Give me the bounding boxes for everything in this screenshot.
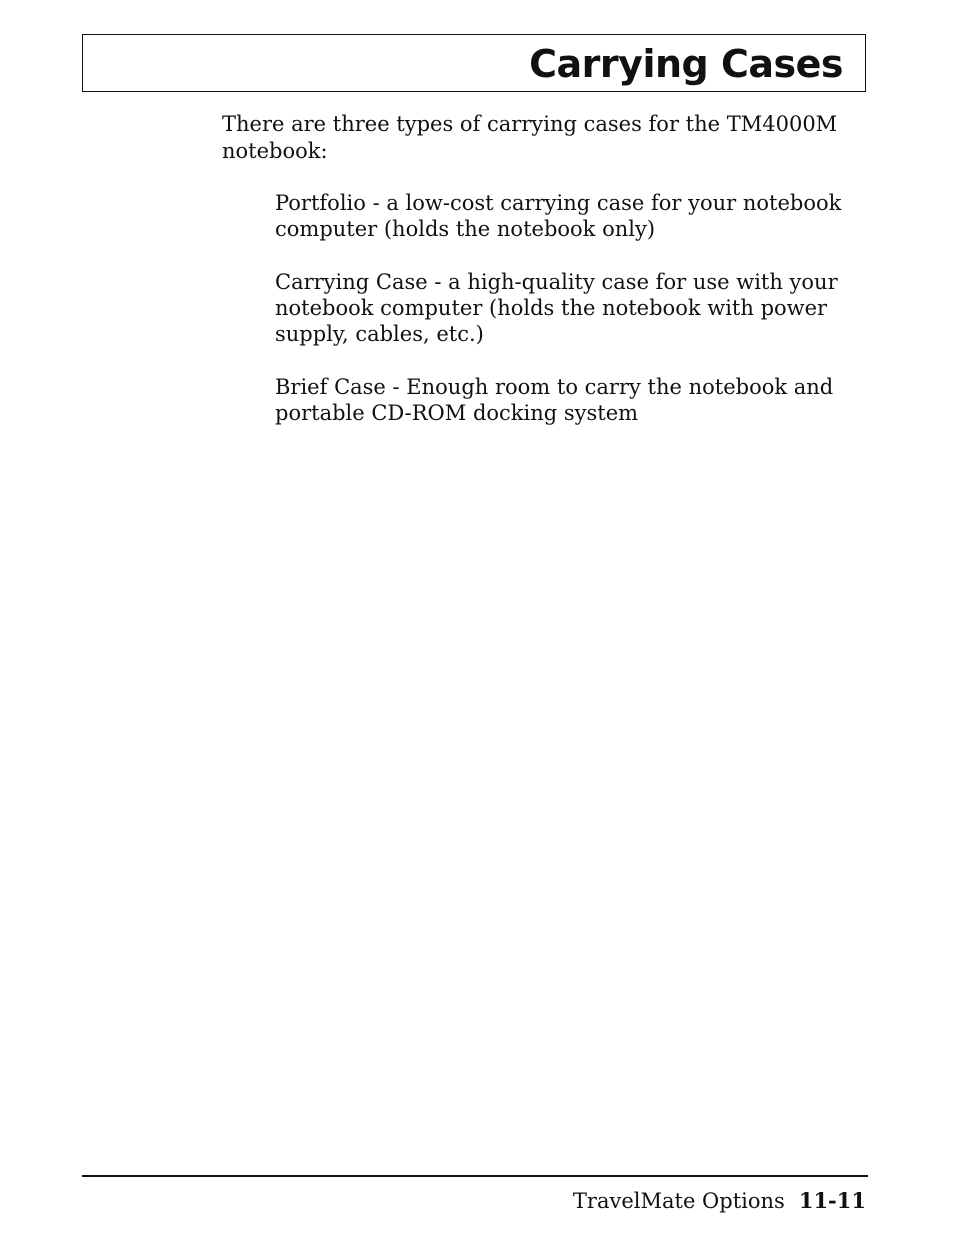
page-title: Carrying Cases: [529, 42, 843, 86]
list-item-brief-case: Brief Case - Enough room to carry the notebook and portable CD-ROM docking system: [275, 375, 834, 425]
title-box: [82, 34, 866, 92]
footer-section-title: TravelMate Options: [572, 1189, 785, 1213]
footer-divider: [82, 1175, 868, 1177]
case-type-list: [275, 190, 865, 453]
list-item-portfolio: Portfolio - a low-cost carrying case for your notebook computer (holds the notebook only): [275, 191, 842, 241]
list-item-carrying-case: Carrying Case - a high-quality case for use with your notebook computer (holds the notebook with power supply, cables, etc.): [275, 270, 838, 346]
page-number: 11-11: [798, 1188, 866, 1213]
page-footer: [573, 1186, 866, 1216]
intro-paragraph: There are three types of carrying cases for the TM4000M notebook:: [222, 112, 838, 163]
